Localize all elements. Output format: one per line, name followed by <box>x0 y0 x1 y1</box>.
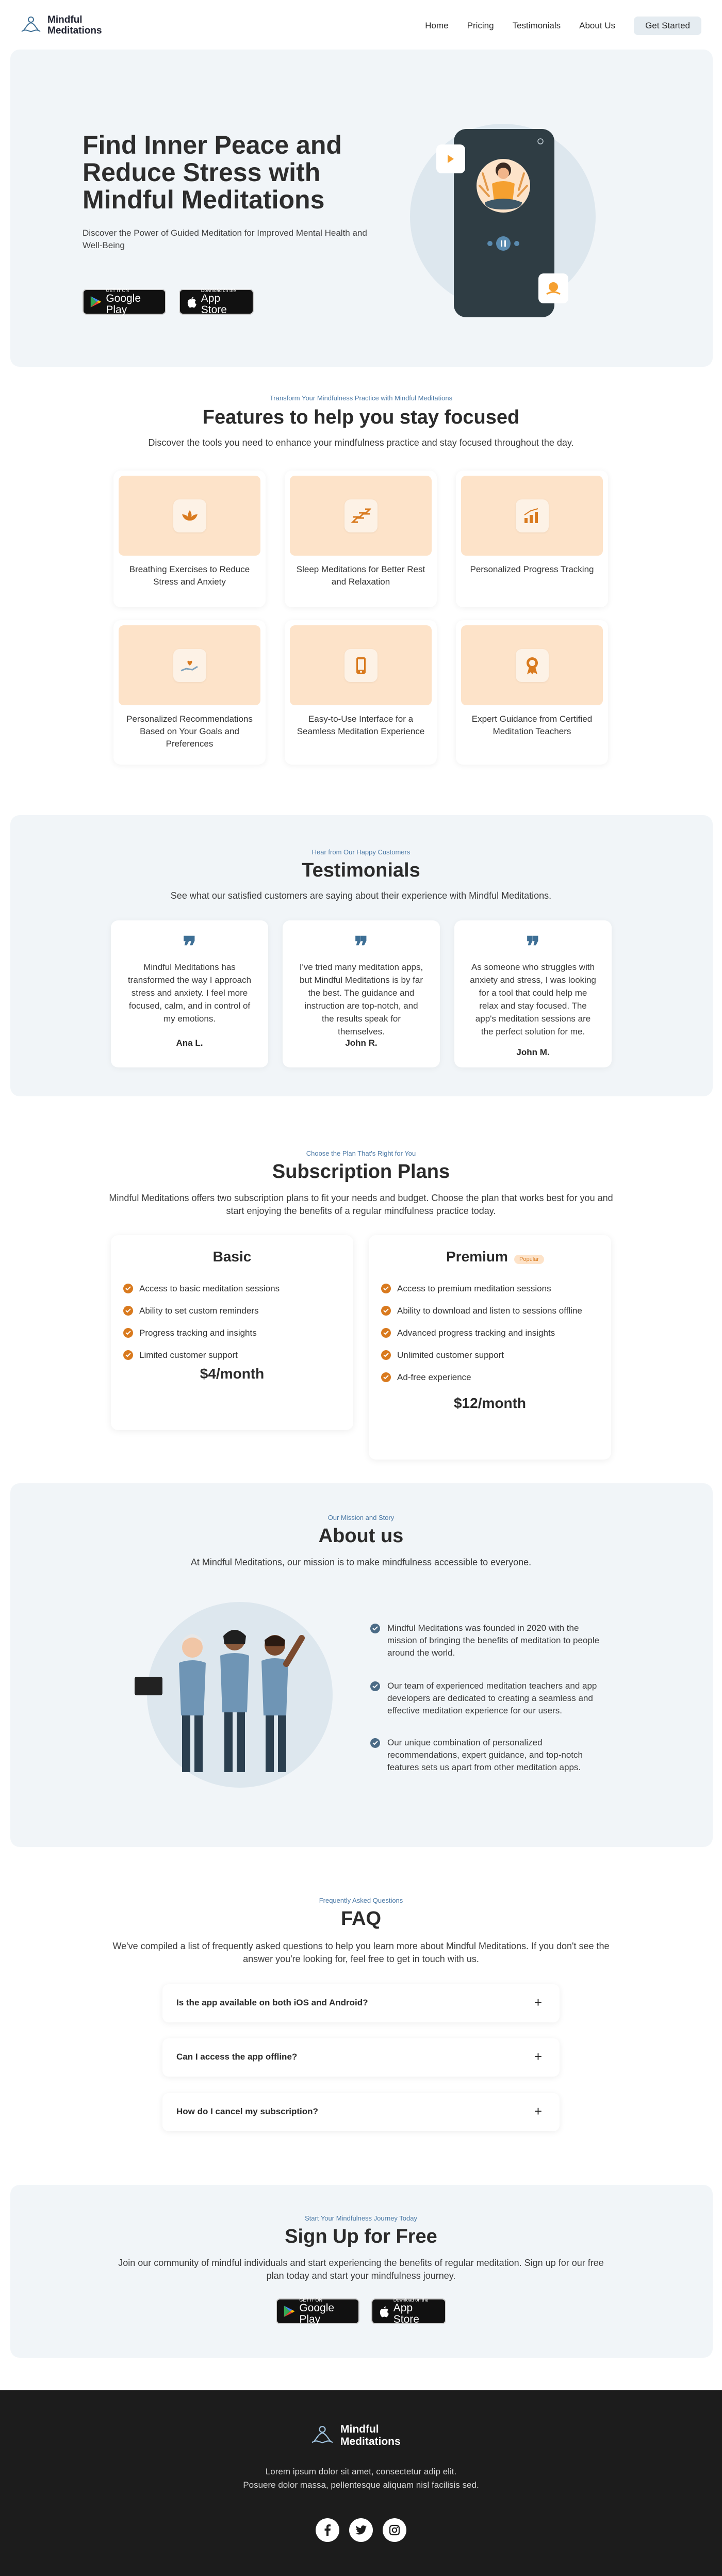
feature-card <box>113 471 266 607</box>
features-eyebrow: Transform Your Mindfulness Practice with Mindful Meditations <box>269 394 453 402</box>
award-badge-icon <box>524 656 540 675</box>
feature-label: Easy-to-Use Interface for a Seamless Meditation Experience <box>297 714 425 736</box>
testimonials-eyebrow: Hear from Our Happy Customers <box>311 848 411 856</box>
phone-tap-icon <box>353 656 369 675</box>
features-subtitle: Discover the tools you need to enhance your mindfulness practice and stay focused throughout the day. <box>148 438 574 448</box>
plan-name: Premium <box>446 1249 508 1265</box>
google-play-small: GET IT ON <box>106 288 129 293</box>
check-icon <box>381 1372 391 1382</box>
hero-subtitle: Discover the Power of Guided Meditation for Improved Mental Health and Well-Being <box>83 228 367 250</box>
check-icon <box>370 1624 380 1633</box>
nav-link-testimonials[interactable]: Testimonials <box>512 21 561 30</box>
meditation-logo-icon <box>309 2425 335 2446</box>
plan-feature: Limited customer support <box>123 1344 280 1366</box>
brand-logo[interactable] <box>20 14 109 36</box>
faq-item[interactable] <box>162 2093 560 2131</box>
footer-text-line1: Lorem ipsum dolor sit amet, consectetur adip elit. <box>265 2467 457 2476</box>
app-store-label: App Store <box>201 293 227 316</box>
about-point <box>370 1622 602 1659</box>
about-point-text: Mindful Meditations was founded in 2020 with the mission of bringing the benefits of meditation to people around the world. <box>387 1623 600 1658</box>
quote-icon: ❞ <box>354 931 368 961</box>
plan-feature: Unlimited customer support <box>381 1344 582 1366</box>
nav-link-pricing[interactable]: Pricing <box>467 21 494 30</box>
about-point <box>370 1737 602 1774</box>
signup-eyebrow: Start Your Mindfulness Journey Today <box>304 2214 417 2222</box>
feature-card <box>285 471 437 607</box>
testimonial-author: Ana L. <box>176 1038 203 1048</box>
footer <box>0 2390 722 2576</box>
plan-feature: Progress tracking and insights <box>123 1322 280 1344</box>
popular-badge: Popular <box>514 1255 544 1264</box>
app-store-small: Download on the <box>393 2297 429 2303</box>
testimonial-author: John R. <box>345 1038 378 1048</box>
app-store-small: Download on the <box>201 288 236 293</box>
lotus-icon <box>180 508 200 524</box>
feature-label: Personalized Progress Tracking <box>470 564 594 574</box>
apple-icon <box>379 2305 389 2318</box>
heart-hand-icon <box>180 657 200 674</box>
faq-question: Can I access the app offline? <box>176 2052 298 2062</box>
plan-feature: Access to premium meditation sessions <box>381 1277 582 1300</box>
about-title: About us <box>318 1525 404 1547</box>
meditation-logo-icon <box>20 16 42 35</box>
testimonials-title: Testimonials <box>302 860 420 881</box>
plans-title: Subscription Plans <box>272 1161 450 1182</box>
plus-icon[interactable]: + <box>534 2103 542 2119</box>
feature-label: Breathing Exercises to Reduce Stress and Anxiety <box>129 564 250 587</box>
google-play-label: Google Play <box>299 2302 335 2325</box>
check-icon <box>123 1350 133 1360</box>
google-play-label: Google Play <box>106 293 141 316</box>
check-icon <box>123 1306 133 1316</box>
plan-price: $12/month <box>453 1395 527 1411</box>
testimonial-author: John M. <box>516 1047 550 1057</box>
plan-price: $4/month <box>200 1366 265 1382</box>
facebook-icon[interactable] <box>316 2518 339 2542</box>
about-point-text: Our team of experienced meditation teachers and app developers are dedicated to creating a seamless and effective meditation experience for our users. <box>387 1681 597 1715</box>
about-point <box>370 1680 602 1717</box>
nav-link-about[interactable]: About Us <box>579 21 616 30</box>
bar-chart-icon <box>522 508 542 524</box>
faq-item[interactable] <box>162 2038 560 2077</box>
quote-icon: ❞ <box>526 931 540 961</box>
about-point-text: Our unique combination of personalized recommendations, expert guidance, and top-notch features sets us apart from other meditation apps. <box>387 1738 583 1772</box>
faq-subtitle: We've compiled a list of frequently asked questions to help you learn more about Mindful Meditations. If you don't see the answer you're looking for, feel free to get in touch with us. <box>112 1941 610 1964</box>
plans-subtitle: Mindful Meditations offers two subscription plans to fit your needs and budget. Choose the plan that works best for you and start enjoying the benefits of a regular mindfulness practice today. <box>109 1193 613 1216</box>
premium-plan-card[interactable] <box>369 1235 611 1460</box>
feature-card <box>456 620 608 765</box>
app-store-label: App Store <box>393 2302 419 2325</box>
feature-card <box>456 471 608 607</box>
check-icon <box>381 1328 391 1338</box>
apple-icon <box>186 295 197 309</box>
plan-feature: Ability to download and listen to sessions offline <box>381 1300 582 1322</box>
plus-icon[interactable]: + <box>534 1995 542 2010</box>
about-eyebrow: Our Mission and Story <box>327 1514 395 1521</box>
faq-question: How do I cancel my subscription? <box>176 2107 318 2116</box>
check-icon <box>381 1284 391 1293</box>
app-store-button[interactable] <box>371 2298 446 2324</box>
footer-text-line2: Posuere dolor massa, pellentesque aliquam nisl facilisis sed. <box>243 2480 479 2490</box>
google-play-small: GET IT ON <box>299 2297 323 2303</box>
feature-label: Expert Guidance from Certified Meditation Teachers <box>471 714 593 736</box>
faq-question: Is the app available on both iOS and Android? <box>176 1998 368 2007</box>
google-play-button[interactable] <box>276 2298 359 2324</box>
google-play-button[interactable] <box>83 289 166 315</box>
nav-link-home[interactable]: Home <box>425 21 449 30</box>
meditation-phone-illustration <box>402 124 609 320</box>
check-icon <box>370 1681 380 1691</box>
team-illustration <box>132 1602 333 1793</box>
plan-name: Basic <box>212 1249 252 1265</box>
about-subtitle: At Mindful Meditations, our mission is to make mindfulness accessible to everyone. <box>190 1557 532 1567</box>
testimonial-card <box>454 920 612 1067</box>
plan-feature: Access to basic meditation sessions <box>123 1277 280 1300</box>
testimonial-quote: Mindful Meditations has transformed the way I approach stress and anxiety. I feel more focused, calm, and in control of my emotions. <box>127 962 252 1024</box>
footer-logo[interactable] <box>309 2423 413 2448</box>
brand-name: Mindful Meditations <box>47 14 102 36</box>
faq-eyebrow: Frequently Asked Questions <box>319 1897 403 1904</box>
feature-label: Personalized Recommendations Based on Your Goals and Preferences <box>126 714 253 749</box>
app-store-button[interactable] <box>179 289 254 315</box>
testimonial-quote: I've tried many meditation apps, but Mindful Meditations is by far the best. The guidance and instruction are top-notch, and the results speak for themselves. <box>299 962 423 1036</box>
google-play-icon <box>283 2304 295 2319</box>
sleep-zzz-icon <box>351 508 371 524</box>
signup-title: Sign Up for Free <box>285 2226 437 2247</box>
features-title: Features to help you stay focused <box>202 407 520 428</box>
footer-brand-name: Mindful Meditations <box>340 2423 401 2448</box>
plan-feature: Ability to set custom reminders <box>123 1300 280 1322</box>
feature-card <box>285 620 437 765</box>
check-icon <box>381 1306 391 1316</box>
plan-feature: Ad-free experience <box>381 1366 582 1388</box>
testimonial-quote: As someone who struggles with anxiety and stress, I was looking for a tool that could help me relax and stay focused. The app's meditation sessions are the perfect solution for me. <box>470 962 596 1036</box>
feature-card <box>113 620 266 765</box>
hero-title: Find Inner Peace and Reduce Stress with Mindful Meditations <box>83 131 342 214</box>
top-nav <box>0 0 722 50</box>
testimonial-card <box>111 920 268 1067</box>
get-started-button[interactable]: Get Started <box>634 17 701 35</box>
plans-eyebrow: Choose the Plan That's Right for You <box>306 1149 416 1157</box>
faq-title: FAQ <box>340 1908 382 1930</box>
check-icon <box>370 1738 380 1748</box>
testimonials-subtitle: See what our satisfied customers are saying about their experience with Mindful Meditations. <box>170 890 552 901</box>
signup-subtitle: Join our community of mindful individuals and start experiencing the benefits of regular meditation. Sign up for our free plan today and start your mindfulness journey. <box>118 2258 604 2281</box>
instagram-icon[interactable] <box>383 2518 406 2542</box>
google-play-icon <box>90 295 102 309</box>
check-icon <box>381 1350 391 1360</box>
faq-item[interactable] <box>162 1984 560 2022</box>
basic-plan-card[interactable] <box>111 1235 353 1430</box>
testimonial-card <box>283 920 440 1067</box>
check-icon <box>123 1328 133 1338</box>
quote-icon: ❞ <box>183 931 196 961</box>
check-icon <box>123 1284 133 1293</box>
feature-label: Sleep Meditations for Better Rest and Relaxation <box>296 564 425 587</box>
plus-icon[interactable]: + <box>534 2049 542 2064</box>
twitter-icon[interactable] <box>349 2518 373 2542</box>
plan-feature: Advanced progress tracking and insights <box>381 1322 582 1344</box>
